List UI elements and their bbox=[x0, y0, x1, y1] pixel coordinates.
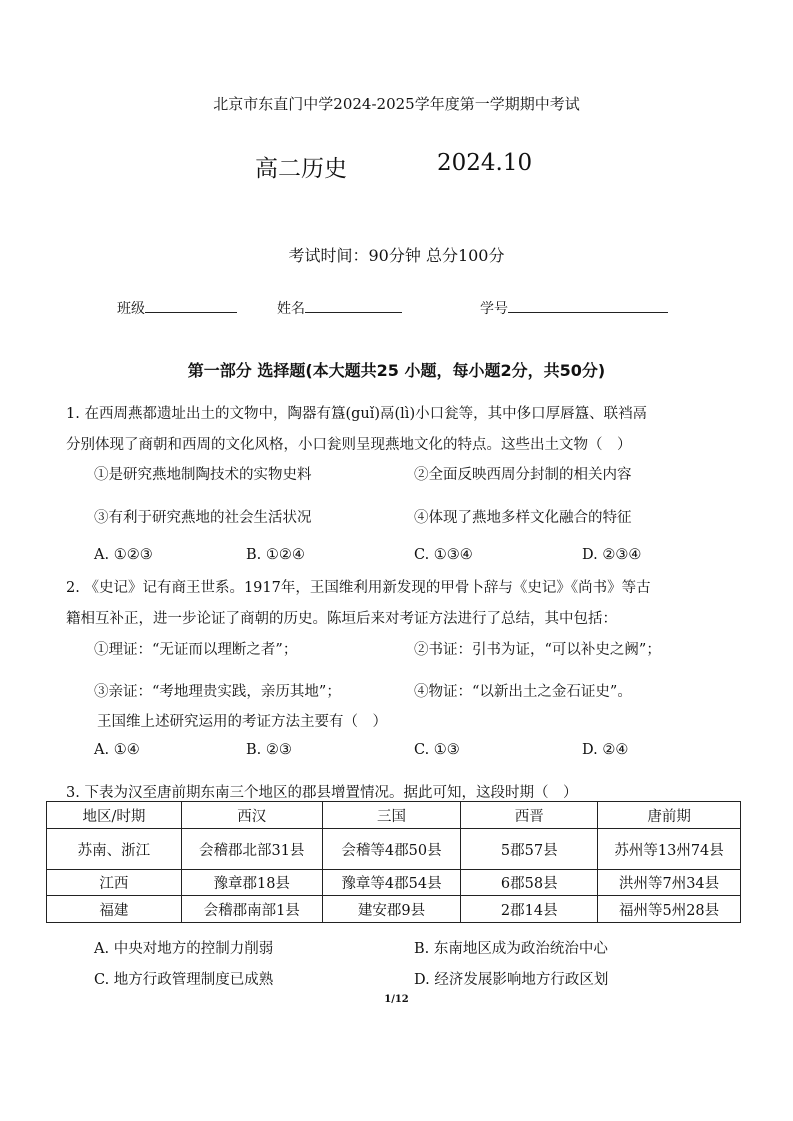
q2-statement-3: ③亲证：“考地理贵实践，亲历其地”； bbox=[94, 684, 341, 700]
table-cell: 福州等5州28县 bbox=[598, 896, 741, 923]
table-cell: 苏南、浙江 bbox=[47, 829, 182, 870]
id-blank bbox=[508, 298, 668, 313]
q1-stem-line1: 1. 在西周燕都遗址出土的文物中，陶器有簋(guǐ)鬲(lì)小口瓮等，其中侈口厚唇簋、联裆鬲 bbox=[66, 406, 648, 422]
q1-option-b: B. ①②④ bbox=[246, 547, 305, 563]
q1-statement-4: ④体现了燕地多样文化融合的特征 bbox=[414, 510, 632, 526]
q2-option-c: C. ①③ bbox=[414, 742, 460, 758]
table-header-cell: 地区/时期 bbox=[47, 802, 182, 829]
table-cell: 会稽等4郡50县 bbox=[322, 829, 461, 870]
q2-option-b: B. ②③ bbox=[246, 742, 292, 758]
q2-stem-line2: 籍相互补正，进一步论证了商朝的历史。陈垣后来对考证方法进行了总结，其中包括： bbox=[66, 611, 617, 627]
id-label: 学号 bbox=[480, 301, 508, 317]
id-field bbox=[480, 298, 668, 318]
table-row bbox=[47, 870, 741, 896]
q2-stem-line3: 王国维上述研究运用的考证方法主要有（ ） bbox=[97, 714, 387, 730]
q1-stem-line2: 分别体现了商朝和西周的文化风格，小口瓮则呈现燕地文化的特点。这些出土文物（ ） bbox=[66, 437, 632, 453]
class-blank bbox=[145, 298, 237, 313]
table-cell: 会稽郡南部1县 bbox=[181, 896, 322, 923]
table-cell: 会稽郡北部31县 bbox=[181, 829, 322, 870]
table-cell: 6郡58县 bbox=[461, 870, 598, 896]
q2-stem-line1: 2. 《史记》记有商王世系。1917年，王国维利用新发现的甲骨卜辞与《史记》《尚书》等古 bbox=[66, 580, 651, 596]
q3-option-a: A. 中央对地方的控制力削弱 bbox=[94, 941, 274, 957]
table-cell: 洪州等7州34县 bbox=[598, 870, 741, 896]
name-field bbox=[277, 298, 402, 318]
q1-statement-3: ③有利于研究燕地的社会生活状况 bbox=[94, 510, 312, 526]
class-label: 班级 bbox=[117, 301, 145, 317]
page-number: 1/12 bbox=[384, 994, 409, 1005]
table-cell: 5郡57县 bbox=[461, 829, 598, 870]
table-row bbox=[47, 829, 741, 870]
q2-option-d: D. ②④ bbox=[582, 742, 629, 758]
table-cell: 江西 bbox=[47, 870, 182, 896]
q1-statement-2: ②全面反映西周分封制的相关内容 bbox=[414, 467, 632, 483]
q2-statement-4: ④物证：“以新出土之金石证史”。 bbox=[414, 684, 632, 700]
q3-option-b: B. 东南地区成为政治统治中心 bbox=[414, 941, 608, 957]
q1-option-d: D. ②③④ bbox=[582, 547, 642, 563]
q3-option-c: C. 地方行政管理制度已成熟 bbox=[94, 972, 274, 988]
table-header-row bbox=[47, 802, 741, 829]
table-cell: 豫章郡18县 bbox=[181, 870, 322, 896]
q1-option-c: C. ①③④ bbox=[414, 547, 473, 563]
q1-statement-1: ①是研究燕地制陶技术的实物史料 bbox=[94, 467, 312, 483]
q3-data-table bbox=[46, 801, 741, 923]
table-header-cell: 唐前期 bbox=[598, 802, 741, 829]
table-cell: 2郡14县 bbox=[461, 896, 598, 923]
q2-statement-1: ①理证：“无证而以理断之者”； bbox=[94, 642, 298, 658]
exam-date: 2024.10 bbox=[437, 150, 533, 176]
q3-option-d: D. 经济发展影响地方行政区划 bbox=[414, 972, 609, 988]
q2-option-a: A. ①④ bbox=[94, 742, 140, 758]
q1-option-a: A. ①②③ bbox=[94, 547, 153, 563]
school-exam-title: 北京市东直门中学2024-2025学年度第一学期期中考试 bbox=[213, 95, 580, 113]
table-header-cell: 三国 bbox=[322, 802, 461, 829]
table-cell: 苏州等13州74县 bbox=[598, 829, 741, 870]
q3-stem: 3. 下表为汉至唐前期东南三个地区的郡县增置情况。据此可知，这段时期（ ） bbox=[66, 785, 578, 801]
table-cell: 福建 bbox=[47, 896, 182, 923]
table-cell: 建安郡9县 bbox=[322, 896, 461, 923]
table-header-cell: 西晋 bbox=[461, 802, 598, 829]
table-row bbox=[47, 896, 741, 923]
class-field bbox=[117, 298, 237, 318]
q2-statement-2: ②书证：引书为证，“可以补史之阙”； bbox=[414, 642, 661, 658]
table-header-cell: 西汉 bbox=[181, 802, 322, 829]
exam-info: 考试时间：90分钟 总分100分 bbox=[288, 246, 505, 265]
table-cell: 豫章等4郡54县 bbox=[322, 870, 461, 896]
subject-title: 高二历史 bbox=[255, 156, 347, 182]
name-label: 姓名 bbox=[277, 301, 305, 317]
section-title: 第一部分 选择题(本大题共25 小题，每小题2分，共50分) bbox=[187, 361, 606, 380]
name-blank bbox=[305, 298, 402, 313]
